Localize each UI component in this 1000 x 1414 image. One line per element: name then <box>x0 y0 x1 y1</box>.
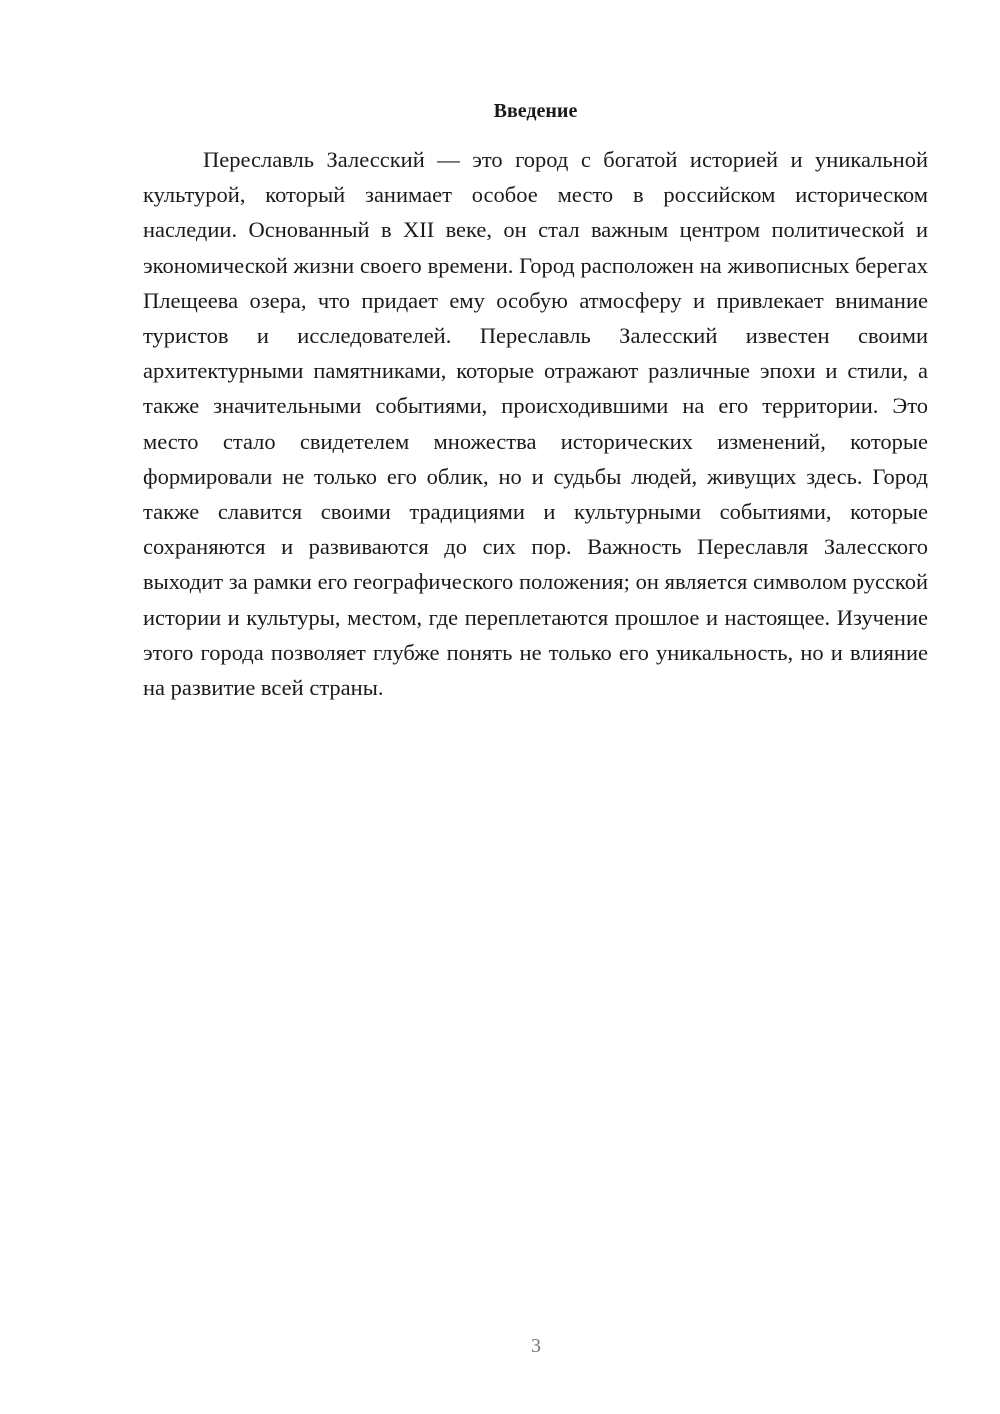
page-number: 3 <box>531 1335 541 1357</box>
body-paragraph: Переславль Залесский — это город с богатой историей и уникальной культурой, который занимает особое место в российском историческом наследии. Основанный в XII веке, он стал важным центром политической и экономической жизни своего времени. Город расположен на живописных берегах Плещеева озера, что придает ему особую атмосферу и привлекает внимание туристов и исследователей. Переславль Залесский известен своими архитектурными памятниками, которые отражают различные эпохи и стили, а также значительными событиями, происходившими на его территории. Это место стало свидетелем множества исторических изменений, которые формировали не только его облик, но и судьбы людей, живущих здесь. Город также славится своими традициями и культурными событиями, которые сохраняются и развиваются до сих пор. Важность Переславля Залесского выходит за рамки его географического положения; он является символом русской истории и культуры, местом, где переплетаются прошлое и настоящее. Изучение этого города позволяет глубже понять не только его уникальность, но и влияние на развитие всей страны. <box>143 147 928 701</box>
section-heading: Введение <box>493 100 578 122</box>
